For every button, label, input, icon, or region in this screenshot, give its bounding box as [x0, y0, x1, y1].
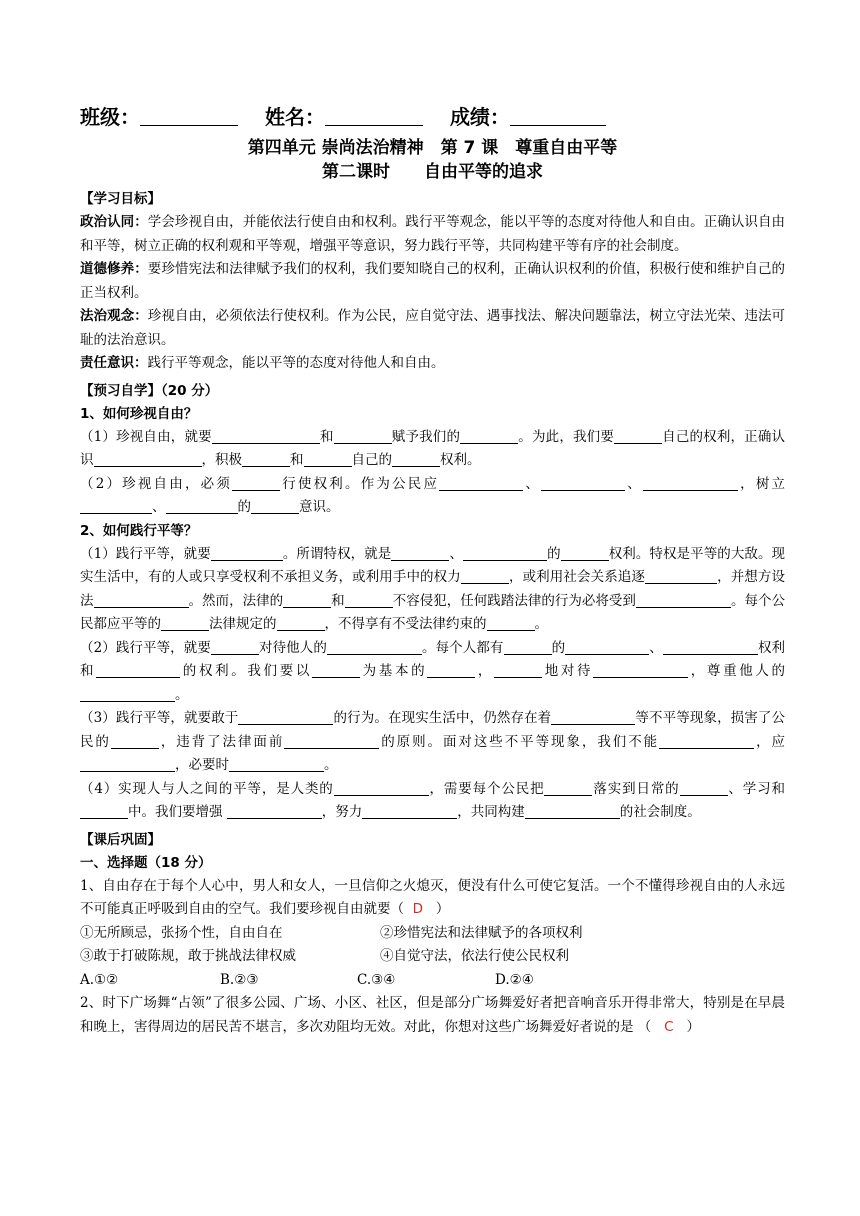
goal-item: 法治观念：珍视自由，必须依法行使权利。作为公民，应自觉守法、遇事找法、解决问题靠法，树立守法光荣、违法可耻的法治意识。 — [80, 308, 786, 348]
answer-blank[interactable] — [229, 755, 324, 772]
answer-blank[interactable] — [544, 779, 592, 796]
answer-blank[interactable] — [312, 661, 360, 678]
unit-title: 第四单元 崇尚法治精神 第 7 课 尊重自由平等 — [247, 138, 618, 158]
answer-blank[interactable] — [663, 638, 758, 655]
answer-blank[interactable] — [94, 591, 189, 608]
answer-blank[interactable] — [427, 661, 475, 678]
answer-blank[interactable] — [636, 591, 731, 608]
student-info-line — [80, 100, 785, 134]
answer-blank[interactable] — [680, 779, 728, 796]
goals-heading: 【学习目标】 — [80, 191, 161, 207]
answer-blank[interactable] — [212, 427, 320, 444]
fill-paragraph: （1）珍视自由，就要 和 赋予我们的 。为此，我们要 自己的权利，正确认识 ，积极 和 自己的 权利。 — [80, 428, 786, 468]
choice-b[interactable]: B.②③ — [220, 971, 259, 988]
question-stem: 1、自由存在于每个人心中，男人和女人，一旦信仰之火熄灭，便没有什么可使它复活。一个不懂得珍视自由的人永远不可能真正呼吸到自由的空气。我们要珍视自由就要（ D ） — [80, 877, 785, 917]
lesson-title: 第二课时 自由平等的追求 — [322, 162, 543, 182]
question-title: 1、如何珍视自由？ — [80, 405, 198, 422]
answer-blank[interactable] — [251, 497, 299, 514]
answer-blank[interactable] — [80, 755, 175, 772]
answer-blank[interactable] — [334, 779, 429, 796]
option-row — [80, 922, 785, 946]
answer-blank[interactable] — [334, 427, 392, 444]
answer-mark: C — [664, 1018, 674, 1035]
answer-blank[interactable] — [561, 544, 609, 561]
answer-blank[interactable] — [460, 427, 518, 444]
answer-blank[interactable] — [284, 732, 379, 749]
answer-blank[interactable] — [80, 802, 128, 819]
answer-blank[interactable] — [541, 474, 625, 491]
review-heading: 【课后巩固】 — [80, 831, 161, 848]
answer-blank[interactable] — [227, 802, 322, 819]
answer-blank[interactable] — [242, 450, 290, 467]
goal-item: 道德修养：要珍惜宪法和法律赋予我们的权利，我们要知晓自己的权利，正确认识权利的价值，积极行使和维护自己的正当权利。 — [80, 261, 786, 301]
fill-paragraph: （1）践行平等，就要 。所谓特权，就是 、 的 权利。特权是平等的大敌。现实生活中，有的人或只享受权利不承担义务，或利用手中的权力 ，或利用社会关系追逐 ，并想方设法 。然而，法律的 和 不容侵犯，任何践踏法律的行为必将受到 。每个公民都应平等的 法律规定的 ，不得享有不受法律约束的 。 — [80, 545, 786, 632]
class-blank[interactable] — [140, 101, 238, 126]
answer-blank[interactable] — [362, 802, 457, 819]
answer-blank[interactable] — [392, 450, 440, 467]
goal-item: 责任意识：践行平等观念，能以平等的态度对待他人和自由。 — [80, 355, 445, 371]
question-stem: 2、时下广场舞“占领”了很多公园、广场、小区、社区，但是部分广场舞爱好者把音响音乐开得非常大，特别是在早晨和晚上，害得周边的居民苦不堪言，多次劝阻均无效。对此，你想对这些广场舞爱好者说的是 （ C ） — [80, 995, 785, 1035]
answer-blank[interactable] — [565, 638, 649, 655]
option: ③敢于打破陈规，敢于挑战法律权威 — [80, 948, 296, 964]
answer-blank[interactable] — [551, 708, 635, 725]
option: ①无所顾忌，张扬个性，自由自在 — [80, 924, 283, 941]
answer-blank[interactable] — [391, 544, 449, 561]
goal-item: 政治认同：学会珍视自由，并能依法行使自由和权利。践行平等观念，能以平等的态度对待他人和自由。正确认识自由和平等，树立正确的权利观和平等观，增强平等意识，努力践行平等，共同构建平等有序的社会制度。 — [80, 214, 786, 254]
answer-blank[interactable] — [232, 474, 280, 491]
answer-blank[interactable] — [525, 802, 620, 819]
answer-blank[interactable] — [166, 497, 238, 514]
choice-section-title: 一、选择题（18 分） — [80, 854, 212, 871]
choice-row — [80, 969, 785, 993]
fill-paragraph: （2）践行平等，就要 对待他人的 。每个人都有 的 、 权利和 的权利。我们要以 为基本的 ， 地对待 ，尊重他人的。 — [80, 639, 786, 703]
fill-paragraph: （4）实现人与人之间的平等，是人类的 ，需要每个公民把 落实到日常的 、学习和中。我们要增强 ，努力 ，共同构建 的社会制度。 — [80, 780, 786, 820]
fill-paragraph: （2）珍视自由，必须 行使权利。作为公民应 、 、 ，树立、 的 意识。 — [80, 475, 786, 515]
option: ②珍惜宪法和法律赋予的各项权利 — [380, 924, 583, 941]
option: ④自觉守法，依法行使公民权利 — [380, 948, 569, 964]
answer-blank[interactable] — [487, 614, 535, 631]
class-label: 班级： — [80, 105, 140, 129]
choice-a[interactable]: A.①② — [80, 971, 119, 988]
name-label: 姓名： — [264, 105, 325, 129]
option-row — [80, 945, 785, 969]
answer-blank[interactable] — [238, 708, 333, 725]
worksheet-page — [80, 100, 785, 1039]
fill-paragraph: （3）践行平等，就要敢于 的行为。在现实生活中，仍然存在着 等不平等现象，损害了公民的 ，违背了法律面前 的原则。面对这些不平等现象，我们不能 ，应，必要时 。 — [80, 710, 786, 773]
choice-c[interactable]: C.③④ — [357, 971, 396, 988]
answer-blank[interactable] — [211, 544, 283, 561]
answer-blank[interactable] — [80, 685, 175, 702]
answer-blank[interactable] — [304, 450, 352, 467]
question-title: 2、如何践行平等？ — [80, 522, 198, 539]
name-blank[interactable] — [325, 101, 423, 126]
answer-blank[interactable] — [161, 614, 209, 631]
score-blank[interactable] — [510, 101, 606, 126]
answer-blank[interactable] — [463, 544, 547, 561]
answer-blank[interactable] — [94, 450, 202, 467]
answer-blank[interactable] — [277, 614, 325, 631]
answer-blank[interactable] — [283, 591, 331, 608]
preview-heading: 【预习自学】（20 分） — [80, 382, 219, 399]
answer-blank[interactable] — [461, 567, 509, 584]
answer-blank[interactable] — [80, 497, 152, 514]
answer-blank[interactable] — [345, 591, 393, 608]
answer-blank[interactable] — [593, 661, 688, 678]
answer-blank[interactable] — [659, 732, 754, 749]
answer-blank[interactable] — [643, 474, 738, 491]
answer-blank[interactable] — [111, 732, 159, 749]
answer-blank[interactable] — [211, 638, 259, 655]
score-label: 成绩： — [449, 105, 510, 129]
choice-d[interactable]: D.②④ — [495, 971, 534, 988]
answer-mark: D — [412, 901, 423, 917]
answer-blank[interactable] — [439, 474, 523, 491]
answer-blank[interactable] — [327, 638, 422, 655]
answer-blank[interactable] — [504, 638, 552, 655]
answer-blank[interactable] — [645, 567, 717, 584]
answer-blank[interactable] — [614, 427, 662, 444]
answer-blank[interactable] — [494, 661, 542, 678]
answer-blank[interactable] — [96, 661, 180, 678]
